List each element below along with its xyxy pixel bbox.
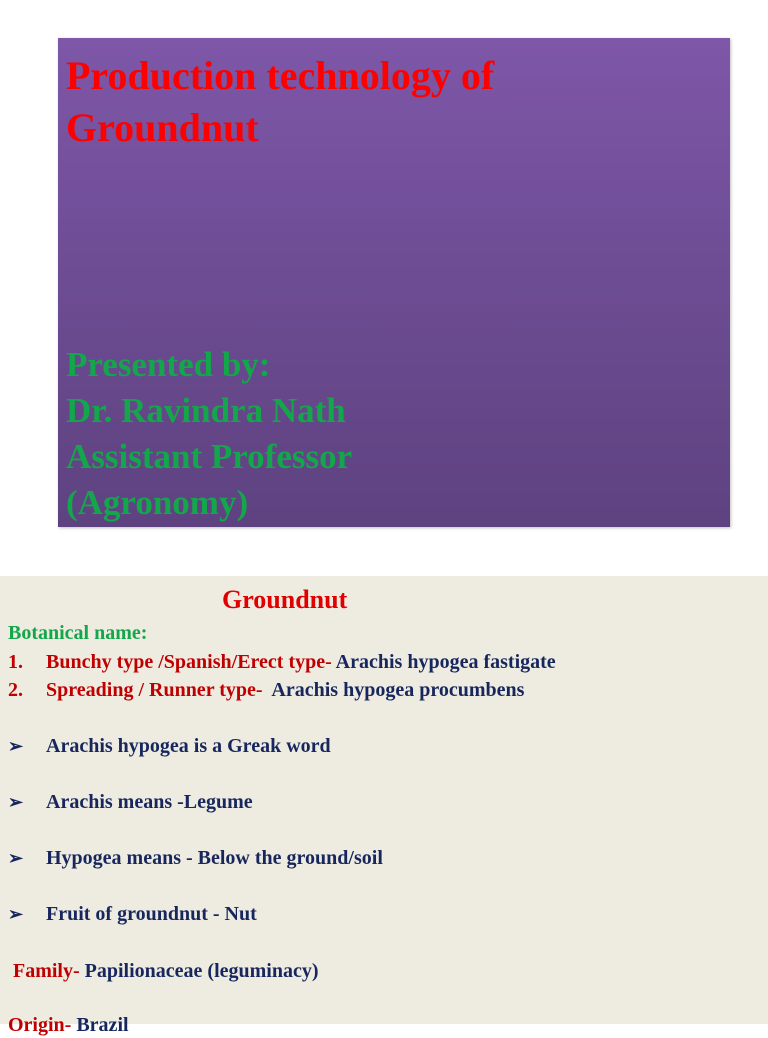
numbered-item-1 xyxy=(8,649,556,675)
presenter-block xyxy=(66,342,352,526)
groundnut-slide xyxy=(0,576,768,1036)
origin-value: Brazil xyxy=(71,1014,129,1036)
bullet-text: Fruit of groundnut - Nut xyxy=(46,903,257,925)
family-row xyxy=(13,958,319,984)
presented-by-label: Presented by: xyxy=(66,345,271,384)
presenter-position: Assistant Professor xyxy=(66,437,353,476)
item-label: Bunchy type /Spanish/Erect type- xyxy=(46,651,332,673)
arrow-bullet-icon: ➢ xyxy=(8,904,24,924)
bullet-text: Arachis means -Legume xyxy=(46,791,253,813)
presenter-name: Dr. Ravindra Nath xyxy=(66,391,346,430)
item-number: 1. xyxy=(8,651,23,673)
bullet-text: Arachis hypogea is a Greak word xyxy=(46,735,331,757)
family-label: Family- xyxy=(13,960,80,982)
numbered-item-2 xyxy=(8,677,524,703)
arrow-bullet-icon: ➢ xyxy=(8,736,24,756)
title-line-2: Groundnut xyxy=(66,105,259,150)
arrow-bullet-icon: ➢ xyxy=(8,792,24,812)
origin-label: Origin- xyxy=(8,1014,72,1036)
item-label: Spreading / Runner type- xyxy=(46,679,263,701)
title-line-1: Production technology of xyxy=(66,53,495,98)
item-number: 2. xyxy=(8,679,23,701)
item-value: Arachis hypogea fastigate xyxy=(331,651,556,673)
slide-heading: Groundnut xyxy=(222,585,348,614)
presentation-title xyxy=(66,50,494,154)
title-slide xyxy=(58,38,730,527)
item-value: Arachis hypogea procumbens xyxy=(262,679,525,701)
arrow-bullet-icon: ➢ xyxy=(8,848,24,868)
family-value: Papilionaceae (leguminacy) xyxy=(79,960,319,982)
bullet-text: Hypogea means - Below the ground/soil xyxy=(46,847,383,869)
origin-row xyxy=(8,1012,129,1038)
presenter-department: (Agronomy) xyxy=(66,483,249,522)
botanical-name-label: Botanical name: xyxy=(8,622,148,644)
